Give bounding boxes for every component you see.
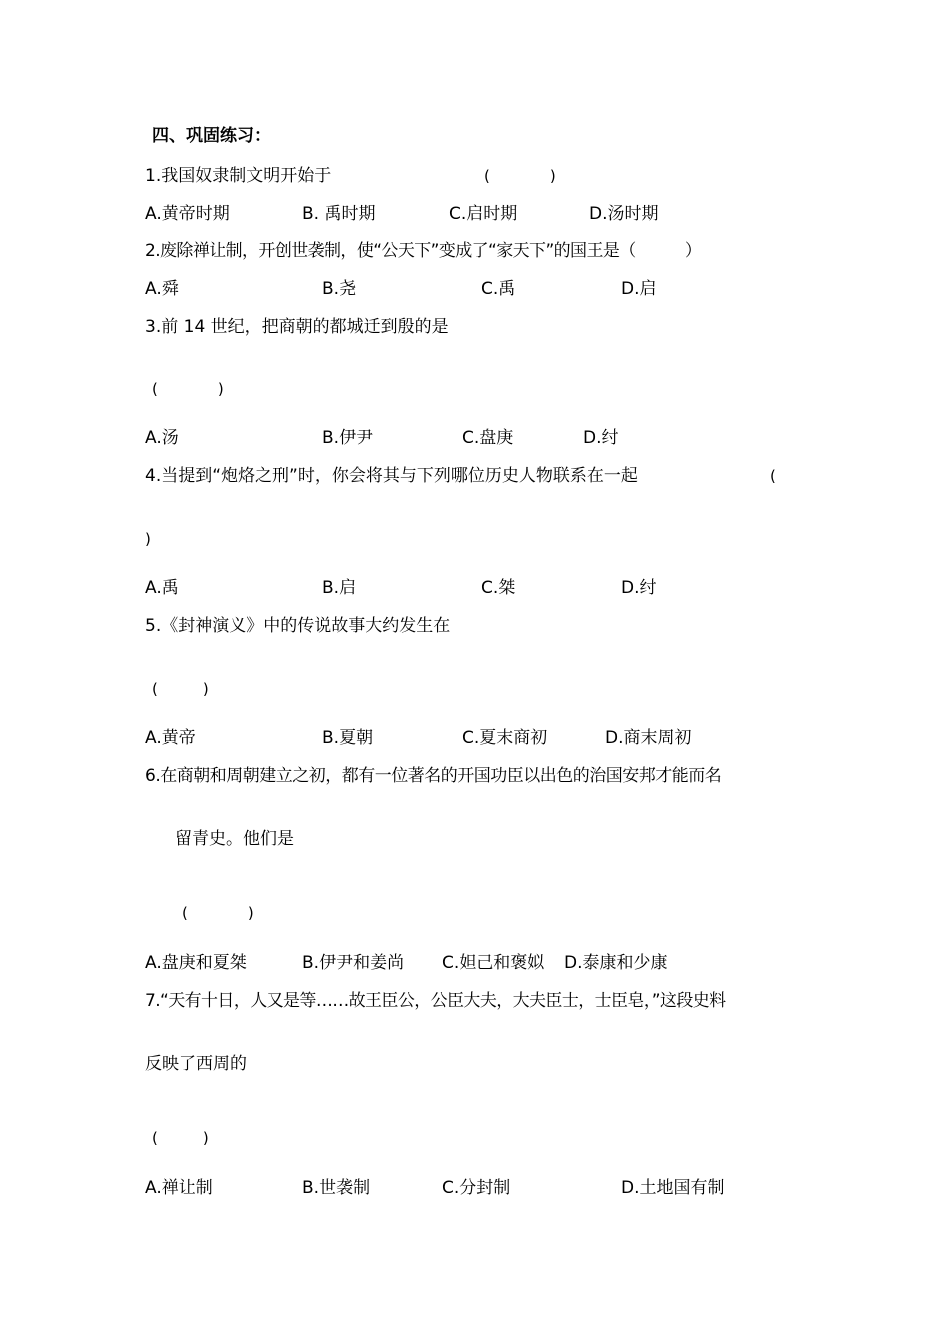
question-4-option-c: C.桀: [481, 578, 516, 598]
question-5-option-d: D.商末周初: [605, 728, 692, 748]
question-7-blank: ( ): [152, 1129, 209, 1147]
question-6-option-d: D.泰康和少康: [564, 953, 668, 973]
question-3-blank: ( ): [152, 380, 224, 398]
question-5-blank: ( ): [152, 680, 209, 698]
question-1-option-d: D.汤时期: [589, 204, 659, 224]
question-6-option-b: B.伊尹和姜尚: [302, 953, 405, 973]
question-5-option-c: C.夏末商初: [462, 728, 548, 748]
question-1-stem: 1.我国奴隶制文明开始于: [145, 166, 332, 186]
question-4-option-b: B.启: [322, 578, 357, 598]
question-3-option-b: B.伊尹: [322, 428, 374, 448]
question-3-option-a: A.汤: [145, 428, 179, 448]
section-title: 四、巩固练习：: [152, 126, 271, 146]
question-7-option-a: A.禅让制: [145, 1178, 213, 1198]
question-2-option-c: C.禹: [481, 279, 516, 299]
question-4-option-d: D.纣: [621, 578, 657, 598]
question-7-stem-continued: 反映了西周的: [145, 1054, 247, 1074]
question-7-option-d: D.土地国有制: [621, 1178, 725, 1198]
question-6-option-a: A.盘庚和夏桀: [145, 953, 247, 973]
question-4-blank-open: (: [770, 467, 776, 485]
question-6-stem-continued: 留青史。他们是: [175, 829, 294, 849]
question-7-stem: 7.“天有十日，人又是等……故王臣公，公臣大夫，大夫臣士，士臣皂，”这段史料: [145, 991, 726, 1011]
question-2-option-a: A.舜: [145, 279, 179, 299]
question-5-option-a: A.黄帝: [145, 728, 196, 748]
question-3-option-c: C.盘庚: [462, 428, 514, 448]
question-1-blank: ( ): [484, 167, 556, 185]
question-2-option-d: D.启: [621, 279, 657, 299]
question-3-option-d: D.纣: [583, 428, 619, 448]
question-6-option-c: C.妲己和褒姒: [442, 953, 545, 973]
question-2-option-b: B.尧: [322, 279, 357, 299]
question-7-option-c: C.分封制: [442, 1178, 511, 1198]
question-4-option-a: A.禹: [145, 578, 179, 598]
question-4-blank-close: ): [145, 530, 151, 548]
question-1-option-b: B. 禹时期: [302, 204, 376, 224]
question-4-stem: 4.当提到“炮烙之刑”时，你会将其与下列哪位历史人物联系在一起: [145, 466, 638, 486]
question-1-option-c: C.启时期: [449, 204, 518, 224]
question-6-blank: ( ): [182, 904, 254, 922]
question-5-option-b: B.夏朝: [322, 728, 374, 748]
question-2-stem: 2.废除禅让制，开创世袭制，使“公天下”变成了“家天下”的国王是（ ）: [145, 241, 702, 261]
question-6-stem: 6.在商朝和周朝建立之初，都有一位著名的开国功臣以出色的治国安邦才能而名: [145, 766, 722, 786]
question-7-option-b: B.世袭制: [302, 1178, 371, 1198]
question-5-stem: 5.《封神演义》中的传说故事大约发生在: [145, 616, 451, 636]
question-1-option-a: A.黄帝时期: [145, 204, 230, 224]
question-3-stem: 3.前 14 世纪，把商朝的都城迁到殷的是: [145, 317, 449, 337]
